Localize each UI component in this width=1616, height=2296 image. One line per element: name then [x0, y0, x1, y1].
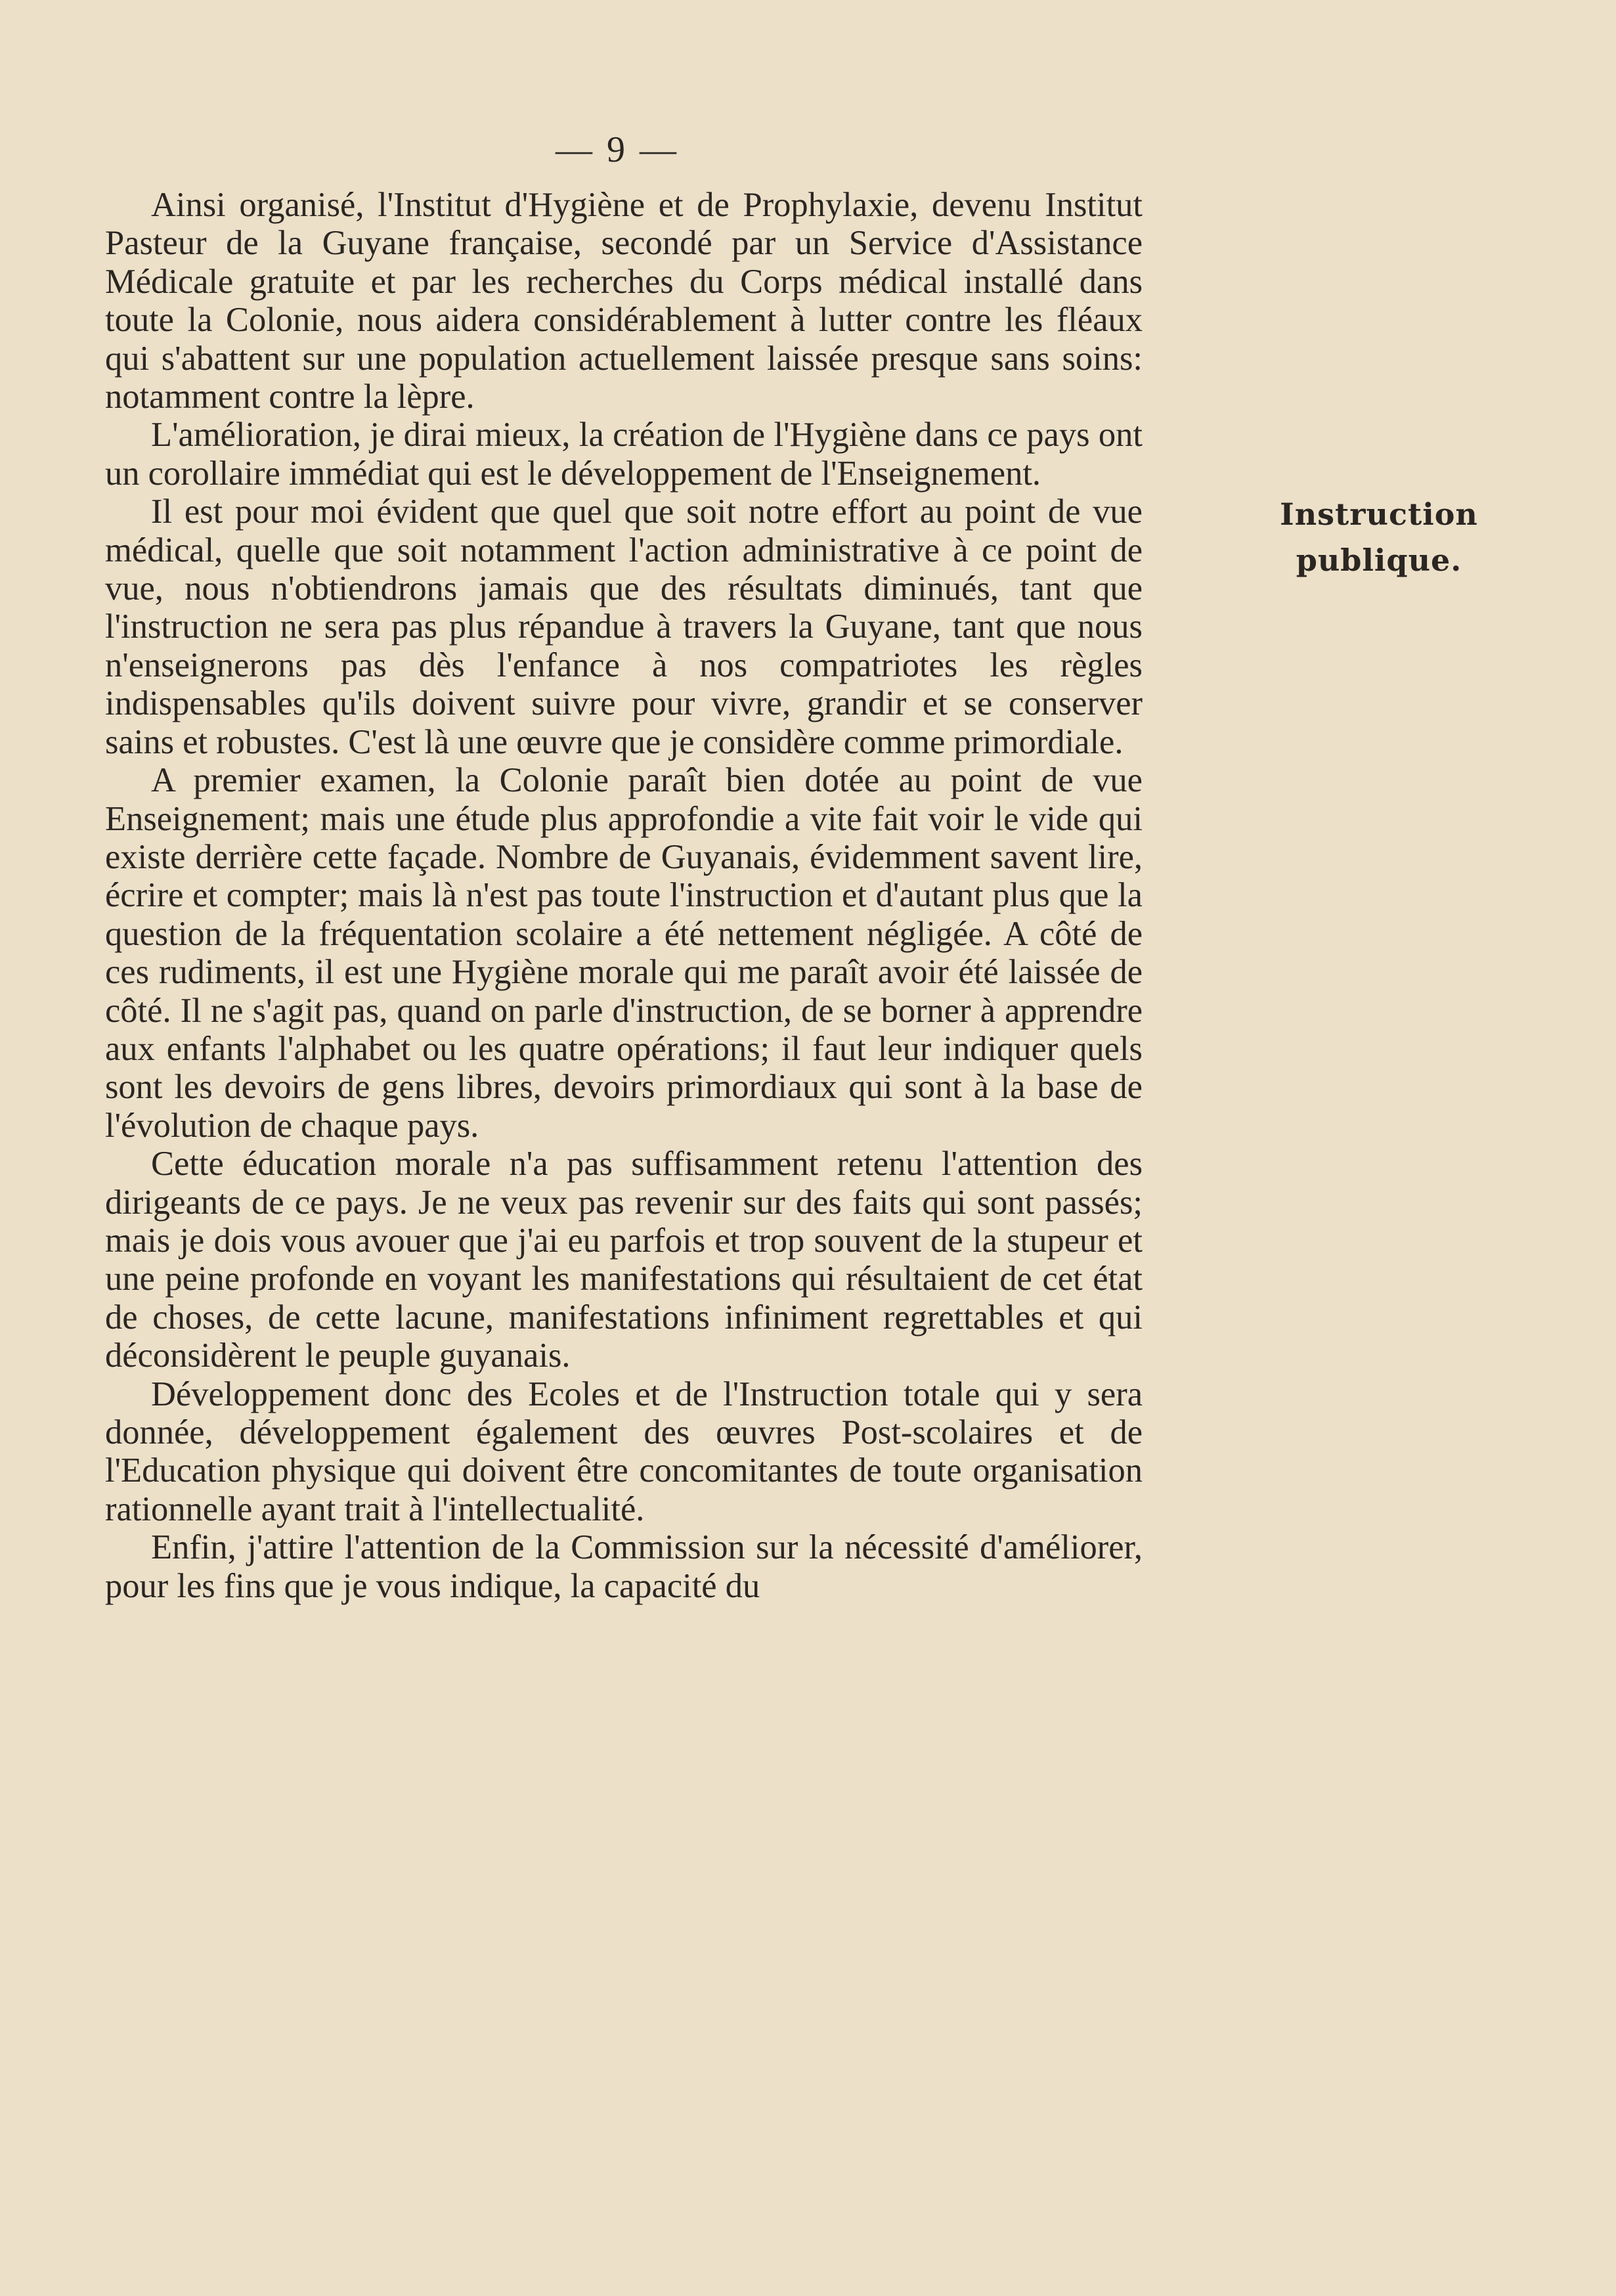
paragraph-hygiene-institute: Ainsi organisé, l'Institut d'Hygiène et de Prophylaxie, devenu Institut Pasteur de la Guyane française, secondé par un Service d'Assistance Médicale gratuite et par les recherches du Corps médical installé dans toute la Colonie, nous aidera considérablement à lutter contre les fléaux qui s'abattent sur une population actuellement laissée presque sans soins: notamment contre la lèpre. [105, 186, 1143, 416]
paragraph-moral-education: Cette éducation morale n'a pas suffisamment retenu l'attention des dirigeants de ce pays. Je ne veux pas revenir sur des faits qui sont passés; mais je dois vous avouer que j'ai eu parfois et trop souvent de la stupeur et une peine profonde en voyant les manifestations qui résultaient de cet état de choses, de cette lacune, manifestations infiniment regrettables et qui déconsidèrent le peuple guyanais. [105, 1145, 1143, 1375]
margin-note-line-2: publique. [1296, 542, 1462, 578]
paragraph-commission: Enfin, j'attire l'attention de la Commission sur la nécessité d'améliorer, pour les fins que je vous indique, la capacité du [105, 1528, 1143, 1605]
margin-note-line-1: Instruction [1280, 497, 1478, 532]
body-text [105, 186, 1143, 1605]
page-number: — 9 — [556, 129, 679, 170]
margin-note-instruction-publique [1241, 491, 1517, 583]
paragraph-hygiene-corollary: L'amélioration, je dirai mieux, la création de l'Hygiène dans ce pays ont un corollaire immédiat qui est le développement de l'Enseignement. [105, 416, 1143, 493]
paragraph-schools-development: Développement donc des Ecoles et de l'Instruction totale qui y sera donnée, développement également des œuvres Post-scolaires et de l'Education physique qui doivent être concomitantes de toute organisation rationnelle ayant trait à l'intellectualité. [105, 1375, 1143, 1528]
paragraph-first-examination: A premier examen, la Colonie paraît bien dotée au point de vue Enseignement; mais une étude plus approfondie a vite fait voir le vide qui existe derrière cette façade. Nombre de Guyanais, évidemment savent lire, écrire et compter; mais là n'est pas toute l'instruction et d'autant plus que la question de la fréquentation scolaire a été nettement négligée. A côté de ces rudiments, il est une Hygiène morale qui me paraît avoir été laissée de côté. Il ne s'agit pas, quand on parle d'instruction, de se borner à apprendre aux enfants l'alphabet ou les quatre opérations; il faut leur indiquer quels sont les devoirs de gens libres, devoirs primordiaux qui sont à la base de l'évolution de chaque pays. [105, 761, 1143, 1145]
paragraph-medical-effort: Il est pour moi évident que quel que soit notre effort au point de vue médical, quelle que soit notamment l'action administrative à ce point de vue, nous n'obtiendrons jamais que des résultats diminués, tant que l'instruction ne sera pas plus répandue à travers la Guyane, tant que nous n'enseignerons pas dès l'enfance à nos compatriotes les règles indispensables qu'ils doivent suivre pour vivre, grandir et se conserver sains et robustes. C'est là une œuvre que je considère comme primordiale. [105, 493, 1143, 761]
